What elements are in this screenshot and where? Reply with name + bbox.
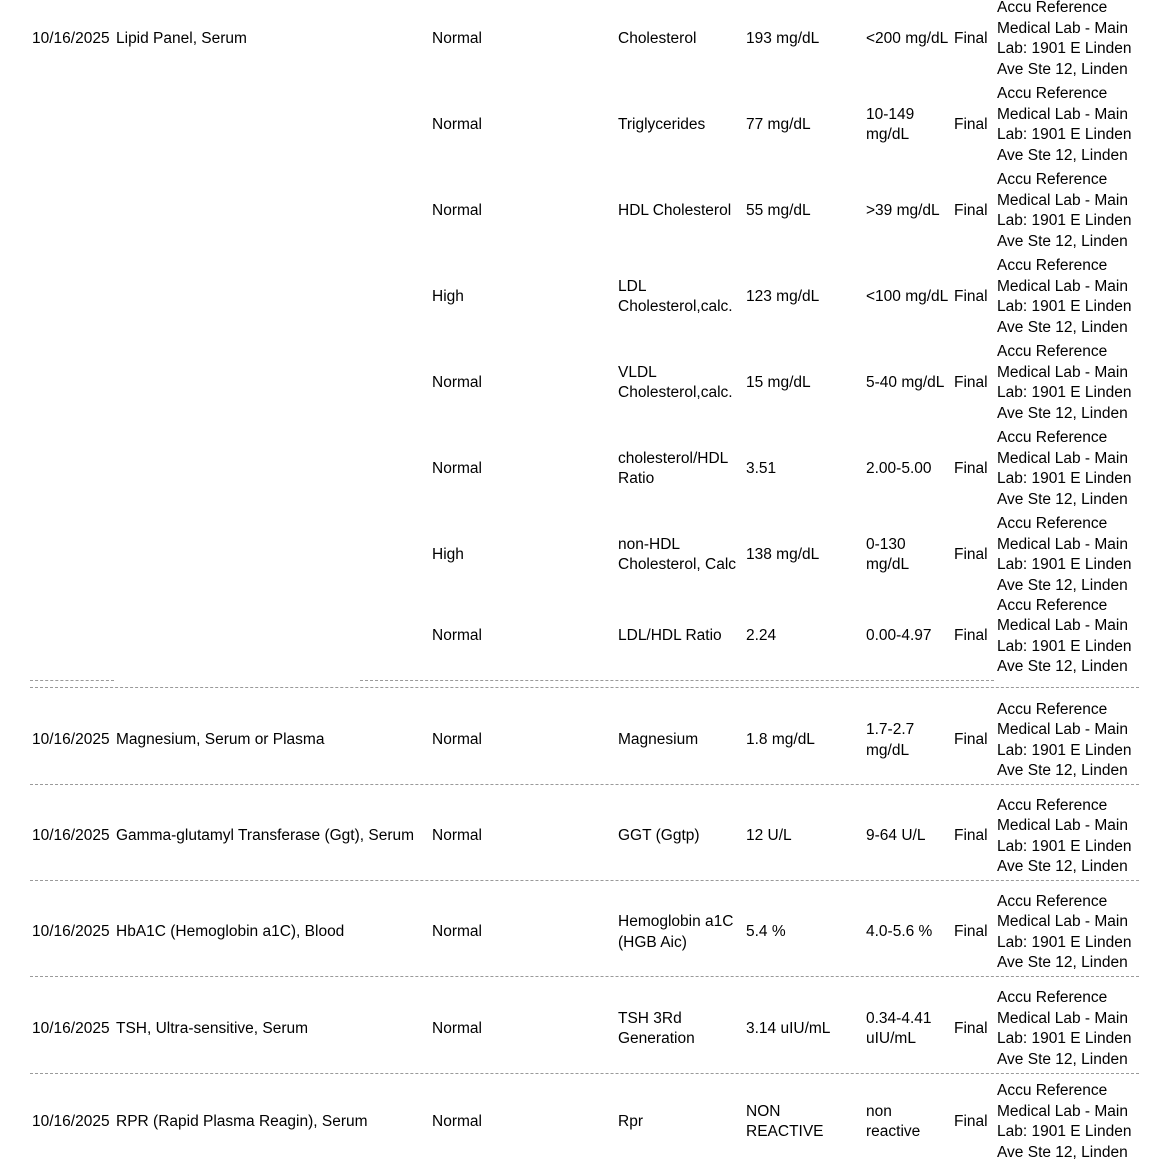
reference-range: <200 mg/dL (866, 29, 949, 47)
result-date (32, 430, 116, 508)
test-name (116, 601, 416, 672)
result-value: 12 U/L (746, 827, 792, 845)
reference-range: >39 mg/dL (866, 201, 940, 219)
performing-lab: Accu Reference Medical Lab - Main Lab: 1901 E Linden Ave Ste 12, Linden (997, 796, 1132, 875)
result-date: 10/16/2025 (32, 1112, 110, 1130)
result-value: 15 mg/dL (746, 373, 811, 391)
result-flag: Normal (432, 923, 482, 941)
result-status: Final (954, 287, 988, 305)
table-row (30, 516, 1139, 594)
result-value: 123 mg/dL (746, 287, 820, 305)
performing-lab: Accu Reference Medical Lab - Main Lab: 1901 E Linden Ave Ste 12, Linden (997, 171, 1132, 250)
reference-range: 0.34-4.41 uIU/mL (866, 1009, 932, 1047)
result-value: 5.4 % (746, 923, 786, 941)
result-date: 10/16/2025 (32, 1019, 110, 1037)
reference-range: <100 mg/dL (866, 287, 949, 305)
test-name: Magnesium, Serum or Plasma (116, 731, 325, 749)
reference-range: non reactive (866, 1102, 921, 1140)
reference-range: 2.00-5.00 (866, 459, 932, 477)
test-name (116, 86, 416, 164)
test-name: RPR (Rapid Plasma Reagin), Serum (116, 1112, 368, 1130)
result-flag: Normal (432, 627, 482, 645)
component-name: VLDL Cholesterol,calc. (618, 363, 733, 401)
component-name: LDL Cholesterol,calc. (618, 277, 733, 315)
performing-lab: Accu Reference Medical Lab - Main Lab: 1901 E Linden Ave Ste 12, Linden (997, 596, 1132, 675)
result-status: Final (954, 373, 988, 391)
result-status: Final (954, 1112, 988, 1130)
result-flag: Normal (432, 29, 482, 47)
result-status: Final (954, 201, 988, 219)
result-date: 10/16/2025 (32, 731, 110, 749)
result-status: Final (954, 627, 988, 645)
result-value: 77 mg/dL (746, 115, 811, 133)
test-name: TSH, Ultra-sensitive, Serum (116, 1019, 309, 1037)
result-date (32, 258, 116, 336)
performing-lab: Accu Reference Medical Lab - Main Lab: 1901 E Linden Ave Ste 12, Linden (997, 700, 1132, 779)
test-name: Gamma-glutamyl Transferase (Ggt), Serum (116, 827, 415, 845)
result-flag: Normal (432, 201, 482, 219)
result-flag: Normal (432, 1112, 482, 1130)
result-value: 2.24 (746, 627, 777, 645)
test-name (116, 172, 416, 250)
table-row (30, 86, 1139, 164)
component-name: cholesterol/HDL Ratio (618, 449, 728, 487)
table-row (30, 596, 1139, 675)
result-value: 3.51 (746, 459, 777, 477)
component-name: Hemoglobin a1C (HGB Aic) (618, 913, 734, 951)
performing-lab: Accu Reference Medical Lab - Main Lab: 1901 E Linden Ave Ste 12, Linden (997, 343, 1132, 422)
table-row (30, 985, 1139, 1074)
result-status: Final (954, 827, 988, 845)
table-row (30, 1082, 1139, 1162)
component-name: Magnesium (618, 731, 699, 749)
result-flag: Normal (432, 827, 482, 845)
result-date: 10/16/2025 (32, 923, 110, 941)
component-name: Triglycerides (618, 115, 706, 133)
component-name: non-HDL Cholesterol, Calc (618, 535, 737, 573)
table-row (30, 430, 1139, 508)
reference-range: 4.0-5.6 % (866, 923, 933, 941)
component-name: LDL/HDL Ratio (618, 627, 722, 645)
result-value: 3.14 uIU/mL (746, 1019, 831, 1037)
reference-range: 5-40 mg/dL (866, 373, 945, 391)
result-flag: Normal (432, 459, 482, 477)
performing-lab: Accu Reference Medical Lab - Main Lab: 1901 E Linden Ave Ste 12, Linden (997, 257, 1132, 336)
test-name (116, 516, 416, 594)
table-row (30, 0, 1139, 78)
performing-lab: Accu Reference Medical Lab - Main Lab: 1901 E Linden Ave Ste 12, Linden (997, 0, 1132, 78)
result-status: Final (954, 115, 988, 133)
component-name: Rpr (618, 1112, 643, 1130)
table-row (30, 889, 1139, 977)
result-flag: High (432, 287, 464, 305)
result-value: 193 mg/dL (746, 29, 820, 47)
result-value: NON REACTIVE (746, 1102, 824, 1140)
result-status: Final (954, 545, 988, 563)
reference-range: 0.00-4.97 (866, 627, 932, 645)
result-value: 55 mg/dL (746, 201, 811, 219)
result-date (32, 172, 116, 250)
reference-range: 9-64 U/L (866, 827, 926, 845)
result-flag: Normal (432, 373, 482, 391)
result-flag: Normal (432, 1019, 482, 1037)
component-name: Cholesterol (618, 29, 697, 47)
reference-range: 0-130 mg/dL (866, 535, 910, 573)
test-name: HbA1C (Hemoglobin a1C), Blood (116, 923, 345, 941)
result-date (32, 601, 116, 672)
result-date: 10/16/2025 (32, 29, 110, 47)
test-name (116, 344, 416, 422)
test-name (116, 430, 416, 508)
performing-lab: Accu Reference Medical Lab - Main Lab: 1901 E Linden Ave Ste 12, Linden (997, 85, 1132, 164)
result-value: 138 mg/dL (746, 545, 820, 563)
group-divider (30, 672, 1139, 688)
result-flag: Normal (432, 115, 482, 133)
result-date (32, 344, 116, 422)
table-row (30, 793, 1139, 881)
result-flag: Normal (432, 731, 482, 749)
component-name: GGT (Ggtp) (618, 827, 700, 845)
table-row (30, 172, 1139, 250)
performing-lab: Accu Reference Medical Lab - Main Lab: 1901 E Linden Ave Ste 12, Linden (997, 892, 1132, 971)
result-value: 1.8 mg/dL (746, 731, 815, 749)
component-name: HDL Cholesterol (618, 201, 732, 219)
result-flag: High (432, 545, 464, 563)
result-status: Final (954, 923, 988, 941)
table-row (30, 344, 1139, 422)
result-date (32, 86, 116, 164)
performing-lab: Accu Reference Medical Lab - Main Lab: 1901 E Linden Ave Ste 12, Linden (997, 989, 1132, 1068)
result-date: 10/16/2025 (32, 827, 110, 845)
component-name: TSH 3Rd Generation (618, 1009, 695, 1047)
result-status: Final (954, 459, 988, 477)
performing-lab: Accu Reference Medical Lab - Main Lab: 1901 E Linden Ave Ste 12, Linden (997, 1082, 1132, 1161)
performing-lab: Accu Reference Medical Lab - Main Lab: 1901 E Linden Ave Ste 12, Linden (997, 429, 1132, 508)
result-status: Final (954, 1019, 988, 1037)
reference-range: 10-149 mg/dL (866, 105, 915, 143)
test-name: Lipid Panel, Serum (116, 29, 247, 47)
table-row (30, 697, 1139, 785)
reference-range: 1.7-2.7 mg/dL (866, 721, 915, 759)
performing-lab: Accu Reference Medical Lab - Main Lab: 1901 E Linden Ave Ste 12, Linden (997, 515, 1132, 594)
result-status: Final (954, 29, 988, 47)
result-status: Final (954, 731, 988, 749)
table-row (30, 258, 1139, 336)
test-name (116, 258, 416, 336)
result-date (32, 516, 116, 594)
